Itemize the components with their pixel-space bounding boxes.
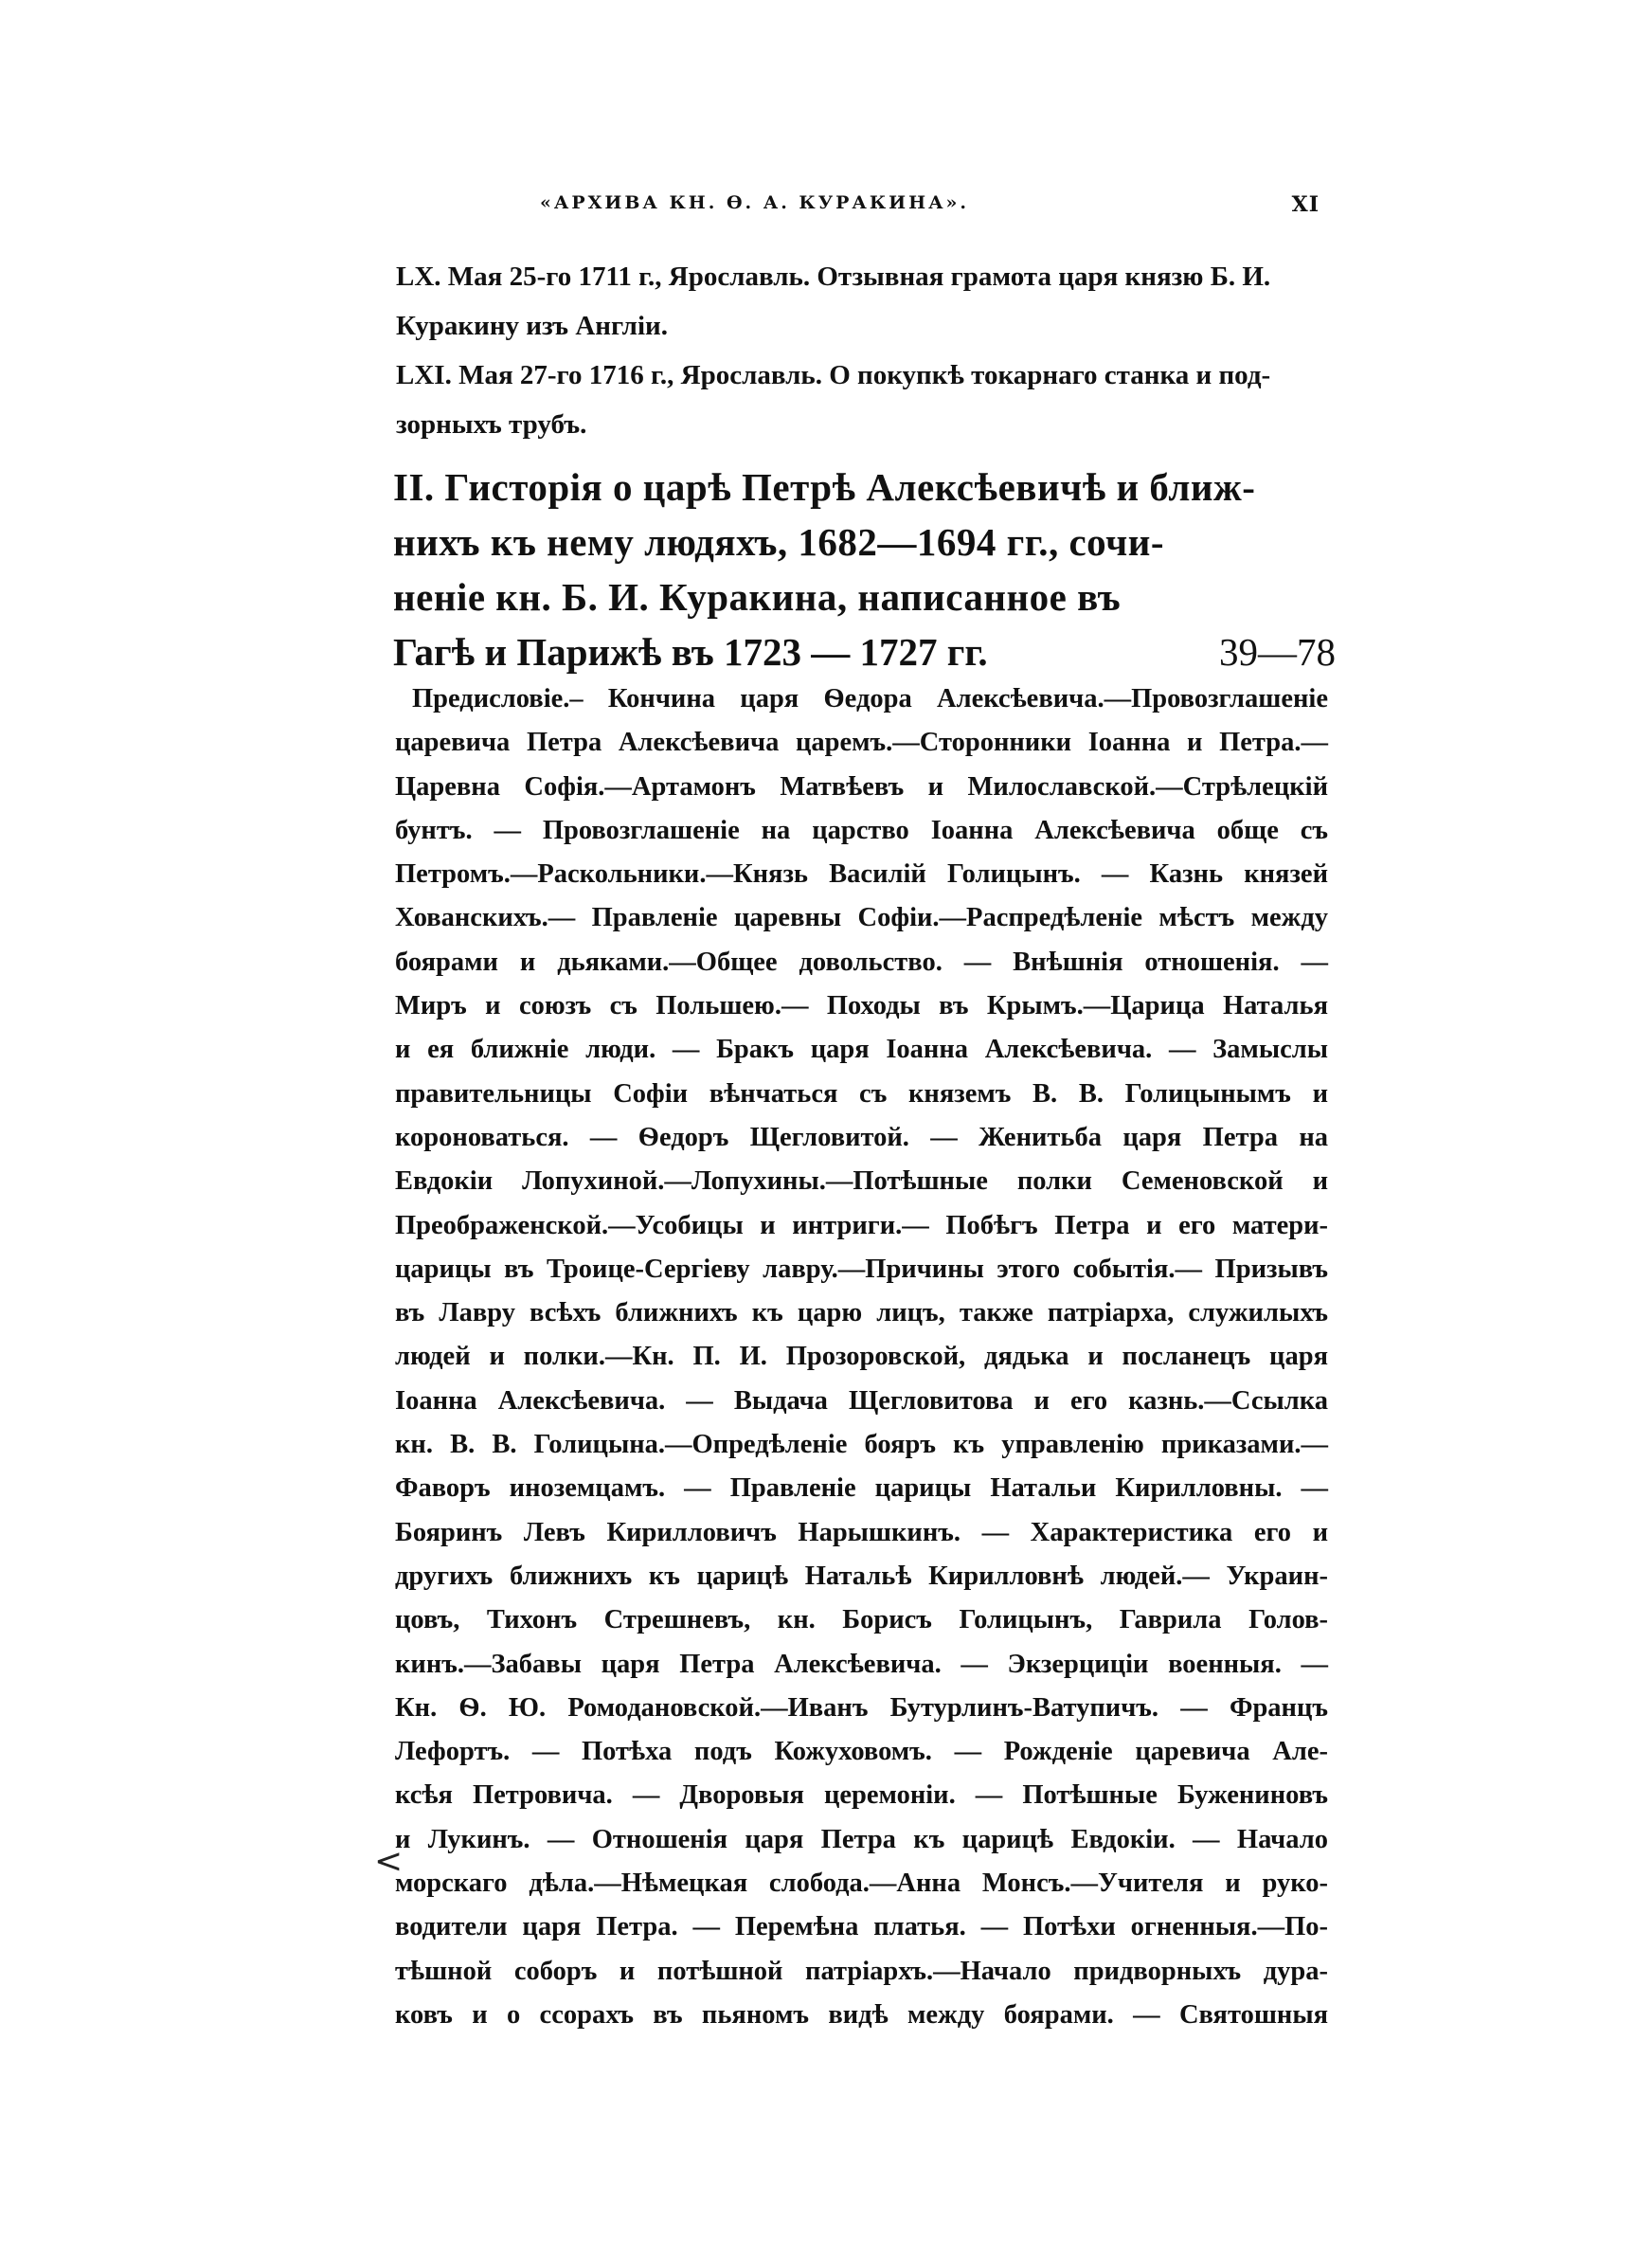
paragraph-line: царевича Петра Алексѣевича царемъ.—Сторонники Іоанна и Петра.— [395,728,1328,758]
entry-line: LX. Мая 25-го 1711 г., Ярославль. Отзывная грамота царя князю Б. И. [396,262,1271,292]
running-header [398,192,1345,230]
paragraph-line: тѣшной соборъ и потѣшной патріархъ.—Начало придворныхъ дура- [395,1956,1328,1986]
paragraph-line: кн. В. В. Голицына.—Опредѣленіе бояръ къ управленію приказами.— [395,1430,1328,1460]
paragraph-line: правительницы Софіи вѣнчаться съ княземъ В. В. Голицынымъ и [395,1078,1328,1109]
section-heading-last-row [393,624,1336,679]
paragraph-line: водители царя Петра. — Перемѣна платья. — Потѣхи огненныя.—По- [395,1912,1328,1942]
paragraph-line: цовъ, Тихонъ Стрешневъ, кн. Борисъ Голицынъ, Гаврила Голов- [395,1605,1328,1635]
entry-lx [396,252,1329,351]
margin-mark: < [374,1842,404,1881]
paragraph-line: Фаворъ иноземцамъ. — Правленіе царицы Натальи Кирилловны. — [395,1473,1328,1504]
paragraph-line: другихъ ближнихъ къ царицѣ Натальѣ Кирилловнѣ людей.— Украин- [395,1561,1328,1591]
entry-line: зорныхъ трубъ. [396,409,587,440]
entry-line: Куракину изъ Англіи. [396,311,668,341]
running-header-title: «АРХИВА КН. Ѳ. А. КУРАКИНА». [540,192,970,213]
paragraph-line: царицы въ Троице-Сергіеву лавру.—Причины этого событія.— Призывъ [395,1254,1328,1284]
paragraph-line: Хованскихъ.— Правленіе царевны Софіи.—Распредѣленіе мѣстъ между [395,903,1328,933]
paragraph-line: Петромъ.—Раскольники.—Князь Василій Голицынъ. — Казнь князей [395,859,1328,890]
paragraph-line: и Лукинъ. — Отношенія царя Петра къ царицѣ Евдокіи. — Начало [395,1824,1328,1854]
paragraph-line: въ Лавру всѣхъ ближнихъ къ царю лицъ, также патріарха, служилыхъ [395,1298,1328,1328]
paragraph-line: Преображенской.—Усобицы и интриги.— Побѣгъ Петра и его матери- [395,1210,1328,1240]
paragraph-line: ксѣя Петровича. — Дворовыя церемоніи. — Потѣшные Бужениновъ [395,1780,1328,1811]
paragraph-line: Кн. Ѳ. Ю. Ромодановской.—Иванъ Бутурлинъ-Ватупичъ. — Францъ [395,1692,1328,1723]
section-heading-line: II. Гисторія о царѣ Петрѣ Алексѣевичѣ и ближ- [393,465,1256,509]
section-heading [393,460,1336,679]
section-heading-line: нихъ къ нему людяхъ, 1682—1694 гг., сочи- [393,520,1165,564]
paragraph-line: бунтъ. — Провозглашеніе на царство Іоанна Алексѣевича обще съ [395,815,1328,845]
paragraph-line: и ея ближніе люди. — Бракъ царя Іоанна Алексѣевича. — Замыслы [395,1035,1328,1065]
section-heading-line: неніе кн. Б. И. Куракина, написанное въ [393,575,1122,619]
page-number: XI [1291,192,1320,217]
paragraph-line: Миръ и союзъ съ Польшею.— Походы въ Крымъ.—Царица Наталья [395,991,1328,1021]
paragraph-line: кинъ.—Забавы царя Петра Алексѣевича. — Экзерциціи военныя. — [395,1649,1328,1679]
paragraph-line: Царевна Софія.—Артамонъ Матвѣевъ и Милославской.—Стрѣлецкій [395,771,1328,802]
paragraph-line: Лефортъ. — Потѣха подъ Кожуховомъ. — Рожденіе царевича Але- [395,1737,1328,1767]
page-range: 39—78 [1219,630,1336,674]
paragraph-line: боярами и дьяками.—Общее довольство. — Внѣшнія отношенія. — [395,947,1328,977]
entry-lxi [396,351,1329,449]
paragraph-line: короноваться. — Ѳедоръ Щегловитой. — Женитьба царя Петра на [395,1122,1328,1152]
section-heading-line: Гагѣ и Парижѣ въ 1723 — 1727 гг. [393,630,988,674]
paragraph-line: Евдокіи Лопухиной.—Лопухины.—Потѣшные полки Семеновской и [395,1166,1328,1197]
paragraph-line: Бояринъ Левъ Кирилловичъ Нарышкинъ. — Характеристика его и [395,1517,1328,1547]
paragraph-line: Іоанна Алексѣевича. — Выдача Щегловитова и его казнь.—Ссылка [395,1385,1328,1416]
paragraph-line: морскаго дѣла.—Нѣмецкая слобода.—Анна Монсъ.—Учителя и руко- [395,1869,1328,1899]
paragraph-line: Предисловіе.– Кончина царя Ѳедора Алексѣевича.—Провозглашеніе [412,684,1328,713]
summary-paragraph [395,677,1328,2037]
paragraph-line: людей и полки.—Кн. П. И. Прозоровской, дядька и посланецъ царя [395,1342,1328,1372]
entry-line: LXI. Мая 27-го 1716 г., Ярославль. О покупкѣ токарнаго станка и под- [396,360,1271,390]
paragraph-line: ковъ и о ссорахъ въ пьяномъ видѣ между боярами. — Святошныя [395,1999,1328,2030]
